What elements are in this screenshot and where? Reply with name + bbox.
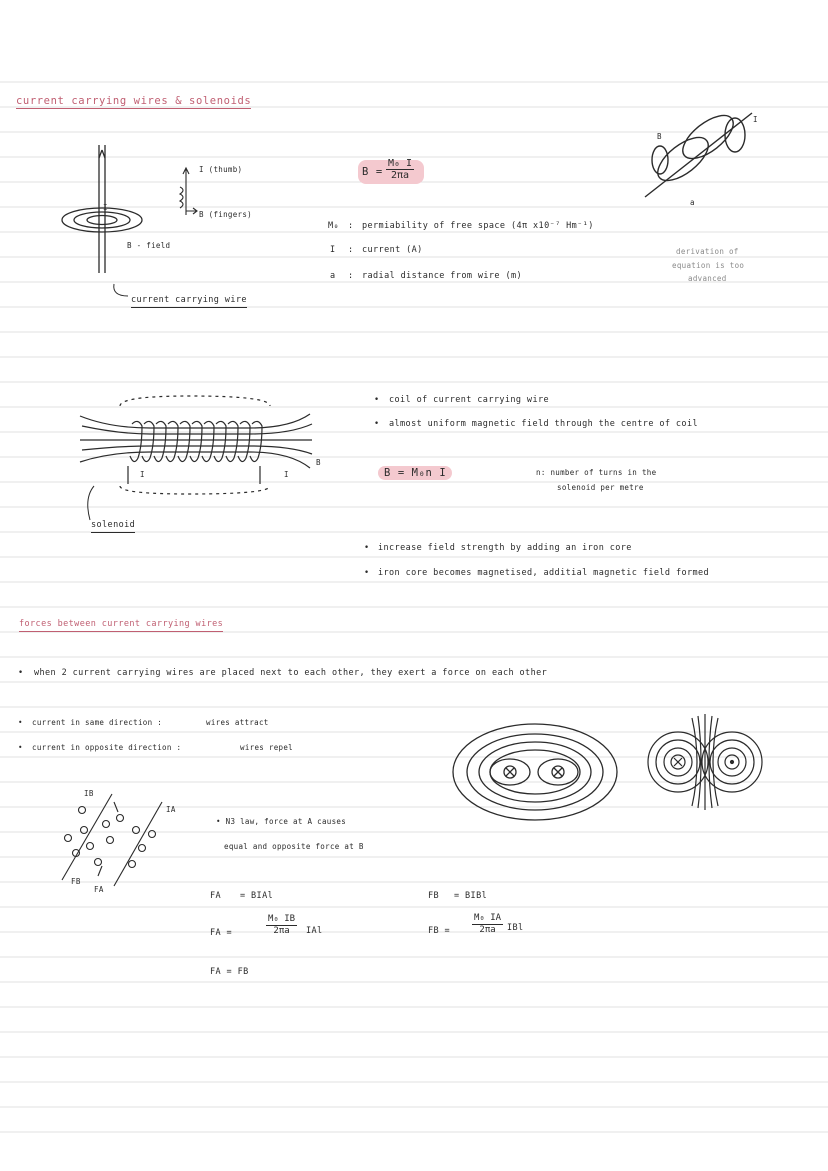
fb-eq2-fraction (472, 913, 503, 936)
solenoid-bullet-1: coil of current carrying wire (389, 395, 550, 405)
def-mu0-symbol: M₀ (328, 221, 340, 231)
parallel-wires-force-diagram (52, 790, 172, 890)
iron-core-bullet-2: iron core becomes magnetised, additial magnetic field formed (378, 568, 710, 578)
fb-eq2-tail: IBl (507, 923, 524, 933)
n-note-2: solenoid per metre (557, 483, 644, 492)
fb-eq2-lhs: FB = (428, 926, 451, 936)
attracting-wires-field-diagram (450, 722, 620, 824)
fa-eq1-rhs: = BIAl (240, 891, 274, 901)
solenoid-i-right: I (284, 470, 289, 479)
solenoid-field-diagram (80, 388, 320, 498)
solenoid-caption-arrow (84, 486, 98, 522)
fa-eq1-lhs: FA (210, 891, 222, 901)
section-heading-wires-solenoids: current carrying wires & solenoids (16, 95, 252, 107)
forces-intro: when 2 current carrying wires are placed next to each other, they exert a force on each other (34, 668, 548, 678)
fa-eq2-lhs: FA = (210, 928, 233, 938)
n3-note-1: • N3 law, force at A causes (216, 817, 347, 826)
fa-eq2-numerator: M₀ IB (268, 914, 296, 924)
rule-opposite-result: wires repel (240, 743, 293, 752)
formula-b-fraction (386, 158, 414, 181)
formula-b-lhs: B = (362, 166, 383, 178)
current-loop-field-diagram (640, 105, 760, 205)
solenoid-formula: B = M₀n I (378, 466, 452, 480)
bullet-dot-6: • (18, 718, 23, 727)
loop-a-label: a (690, 198, 695, 207)
b-field-label: B - field (127, 241, 171, 250)
b-fingers-label: B (fingers) (199, 210, 252, 219)
section-heading-forces: forces between current carrying wires (19, 618, 223, 632)
bullet-dot-7: • (18, 743, 23, 752)
bullet-dot-1: • (374, 395, 380, 405)
bullet-dot-3: • (364, 543, 370, 553)
solenoid-bullet-2: almost uniform magnetic field through the centre of coil (389, 419, 698, 429)
formula-b-numerator: M₀ I (388, 158, 413, 169)
def-a-symbol: a (330, 271, 336, 281)
i-thumb-label: I (thumb) (199, 165, 243, 174)
solenoid-i-left: I (140, 470, 145, 479)
rule-same-label: current in same direction : (32, 718, 163, 727)
force-fb-label: FB (71, 877, 81, 886)
bullet-dot-4: • (364, 568, 370, 578)
def-i-text: current (A) (362, 245, 423, 255)
force-fa-label: FA (94, 885, 104, 894)
derivation-note-3: advanced (688, 274, 727, 283)
wire-current-label: I (103, 203, 108, 212)
fa-eq2-tail: IAl (306, 926, 323, 936)
loop-b-label: B (657, 132, 662, 141)
def-a-text: radial distance from wire (m) (362, 271, 523, 281)
fb-eq1-rhs: = BIBl (454, 891, 488, 901)
def-mu0-text: permiability of free space (4π x10⁻⁷ Hm⁻¹) (362, 221, 594, 231)
solenoid-b-label: B (316, 458, 321, 467)
straight-wire-field-diagram (55, 145, 165, 285)
repelling-wires-field-diagram (640, 712, 770, 812)
wire-ib-label: IB (84, 789, 94, 798)
derivation-note-1: derivation of (676, 247, 739, 256)
derivation-note-2: equation is too (672, 261, 745, 270)
fb-eq2-denominator: 2πa (479, 925, 496, 935)
def-mu0-sep: : (348, 221, 354, 231)
fa-eq2-fraction (266, 914, 297, 937)
wire-ia-label: IA (166, 805, 176, 814)
n-note-1: n: number of turns in the (536, 468, 657, 477)
n3-note-2: equal and opposite force at B (224, 842, 364, 851)
rule-same-result: wires attract (206, 718, 269, 727)
caption-arrow (112, 284, 132, 300)
def-i-sep: : (348, 245, 354, 255)
iron-core-bullet-1: increase field strength by adding an iron core (378, 543, 632, 553)
formula-b-denominator: 2πa (391, 170, 410, 181)
bullet-dot-5: • (18, 668, 24, 678)
right-hand-grip-icon (176, 165, 198, 217)
def-i-symbol: I (330, 245, 336, 255)
def-a-sep: : (348, 271, 354, 281)
fb-eq1-lhs: FB (428, 891, 440, 901)
bullet-dot-2: • (374, 419, 380, 429)
fa-eq2-denominator: 2πa (273, 926, 290, 936)
solenoid-caption: solenoid (91, 519, 135, 533)
loop-i-label: I (753, 115, 758, 124)
rule-opposite-label: current in opposite direction : (32, 743, 182, 752)
fa-equals-fb: FA = FB (210, 967, 249, 977)
fb-eq2-numerator: M₀ IA (474, 913, 502, 923)
wire-caption: current carrying wire (131, 294, 247, 308)
